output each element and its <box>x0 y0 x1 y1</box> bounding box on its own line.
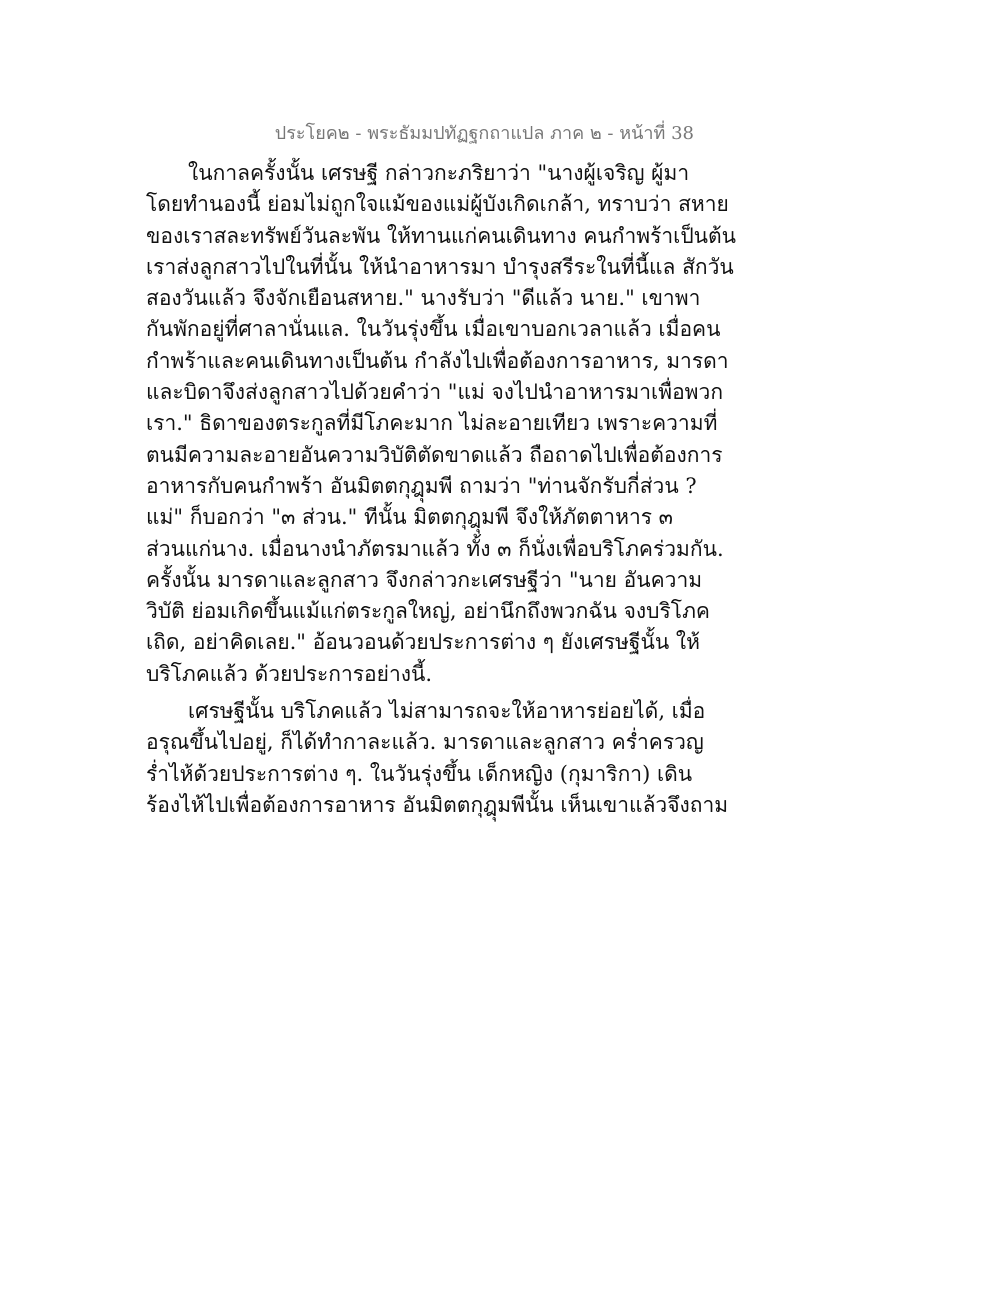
text-line: เราส่งลูกสาวไปในที่นั้น ให้นำอาหารมา บำรุงสรีระในที่นี้แล สักวัน <box>146 254 734 279</box>
text-line: เศรษฐีนั้น บริโภคแล้ว ไม่สามารถจะให้อาหารย่อยได้, เมื่อ <box>188 699 706 724</box>
text-line: ของเราสละทรัพย์วันละพัน ให้ทานแก่คนเดินทาง คนกำพร้าเป็นต้น <box>146 223 737 248</box>
text-line: ส่วนแก่นาง. เมื่อนางนำภัตรมาแล้ว ทั้ง ๓ ก็นั่งเพื่อบริโภคร่วมกัน. <box>146 536 724 561</box>
text-line: ครั้งนั้น มารดาและลูกสาว จึงกล่าวกะเศรษฐีว่า "นาย อันความ <box>146 567 703 592</box>
text-line: กันพักอยู่ที่ศาลานั่นแล. ในวันรุ่งขึ้น เมื่อเขาบอกเวลาแล้ว เมื่อคน <box>146 317 721 342</box>
text-line: ร้องไห้ไปเพื่อต้องการอาหาร อันมิตตกุฎุมพีนั้น เห็นเขาแล้วจึงถาม <box>146 792 729 817</box>
text-line: ร่ำไห้ด้วยประการต่าง ๆ. ในวันรุ่งขึ้น เด็กหญิง (กุมาริกา) เดิน <box>146 761 693 786</box>
text-line: สองวันแล้ว จึงจักเยือนสหาย." นางรับว่า "ดีแล้ว นาย." เขาพา <box>146 286 701 311</box>
text-line: อาหารกับคนกำพร้า อันมิตตกุฎุมพี ถามว่า "ท่านจักรับกี่ส่วน ? <box>146 473 697 498</box>
text-line: วิบัติ ย่อมเกิดขึ้นแม้แก่ตระกูลใหญ่, อย่านึกถึงพวกฉัน จงบริโภค <box>146 599 710 624</box>
text-line: และบิดาจึงส่งลูกสาวไปด้วยคำว่า "แม่ จงไปนำอาหารมาเพื่อพวก <box>146 380 724 405</box>
paragraph-1 <box>146 158 737 690</box>
body-text <box>146 158 737 821</box>
text-line: บริโภคแล้ว ด้วยประการอย่างนี้. <box>146 661 433 686</box>
text-line: เถิด, อย่าคิดเลย." อ้อนวอนด้วยประการต่าง ๆ ยังเศรษฐีนั้น ให้ <box>146 630 700 655</box>
text-line: อรุณขึ้นไปอยู่, ก็ได้ทำกาละแล้ว. มารดาและลูกสาว คร่ำครวญ <box>146 730 704 755</box>
paragraph-2 <box>146 696 729 821</box>
text-line: ในกาลครั้งนั้น เศรษฐี กล่าวกะภริยาว่า "นางผู้เจริญ ผู้มา <box>188 161 690 185</box>
text-line: แม่" ก็บอกว่า "๓ ส่วน." ทีนั้น มิตตกุฎุมพี จึงให้ภัตตาหาร ๓ <box>146 505 674 530</box>
text-line: ตนมีความละอายอันความวิบัติตัดขาดแล้ว ถือถาดไปเพื่อต้องการ <box>146 442 723 467</box>
text-line: โดยทำนองนี้ ย่อมไม่ถูกใจแม้ของแม่ผู้บังเกิดเกล้า, ทราบว่า สหาย <box>146 192 729 217</box>
text-line: กำพร้าและคนเดินทางเป็นต้น กำลังไปเพื่อต้องการอาหาร, มารดา <box>146 348 729 373</box>
text-line: เรา." ธิดาของตระกูลที่มีโภคะมาก ไม่ละอายเทียว เพราะความที่ <box>146 411 718 436</box>
running-head: ประโยค๒ - พระธัมมปทัฏฐกถาแปล ภาค ๒ - หน้าที่ 38 <box>274 123 694 144</box>
